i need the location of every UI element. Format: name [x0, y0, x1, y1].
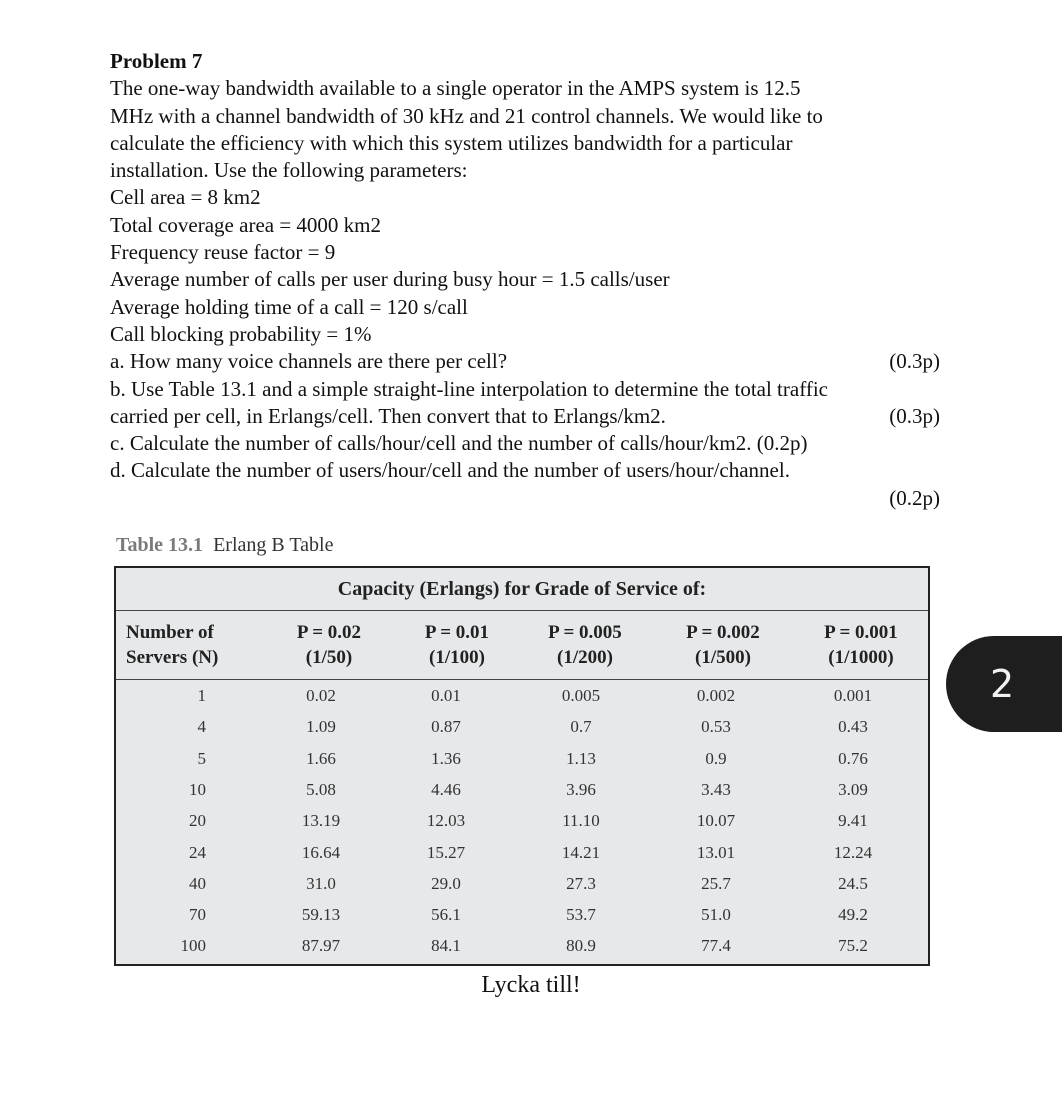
column-header-line1: Number of: [126, 622, 214, 643]
column-header-p0005: [525, 620, 645, 670]
question-a: [110, 348, 940, 375]
column-header-line1: P = 0.01: [424, 622, 490, 643]
intro-line: MHz with a channel bandwidth of 30 kHz and 21 control channels. We would like to: [110, 103, 823, 128]
capacity-cell: 24.5: [838, 873, 868, 893]
column-header-line2: Servers (N): [126, 647, 219, 668]
table-header-caption: Capacity (Erlangs) for Grade of Service of:: [116, 568, 928, 611]
capacity-cell: 4.46: [431, 779, 461, 799]
column-header-line1: P = 0.02: [296, 622, 362, 643]
servers-cell: 40: [189, 873, 206, 893]
capacity-cell: 0.001: [833, 686, 873, 705]
column-header-line2: (1/1000): [828, 647, 894, 668]
column-header-p001: [397, 620, 517, 670]
servers-cell: 1: [197, 686, 206, 705]
question-c: c. Calculate the number of calls/hour/cell and the number of calls/hour/km2. (0.2p): [110, 431, 808, 456]
capacity-cell: 10.07: [696, 811, 736, 831]
capacity-cell: 13.19: [301, 811, 341, 831]
question-a-text: a. How many voice channels are there per cell?: [110, 349, 508, 374]
table-caption: [116, 534, 333, 557]
capacity-cell: 29.0: [431, 873, 461, 893]
column-header-line1: P = 0.002: [686, 622, 760, 643]
capacity-cell: 0.02: [306, 686, 336, 705]
question-b-line1: b. Use Table 13.1 and a simple straight-line interpolation to determine the total traffic: [110, 376, 828, 401]
parameter-cell-area: Cell area = 8 km2: [110, 185, 261, 210]
capacity-cell: 1.09: [306, 717, 336, 737]
table-column-headers: [116, 611, 928, 680]
capacity-cell: 0.76: [838, 748, 868, 768]
capacity-cell: 9.41: [838, 811, 868, 831]
capacity-cell: 51.0: [701, 905, 731, 925]
column-header-line2: (1/50): [305, 647, 353, 668]
capacity-cell: 31.0: [306, 873, 336, 893]
closing-remark: Lycka till!: [481, 972, 581, 998]
capacity-cell: 0.01: [431, 686, 461, 705]
capacity-cell: 12.03: [426, 811, 466, 831]
capacity-cell: 0.9: [705, 748, 727, 768]
capacity-cell: 16.64: [301, 842, 341, 862]
capacity-cell: 5.08: [306, 779, 336, 799]
capacity-cell: 1.36: [431, 748, 461, 768]
intro-line: installation. Use the following parameters:: [110, 158, 468, 183]
capacity-cell: 13.01: [696, 842, 736, 862]
servers-cell: 20: [189, 811, 206, 831]
capacity-cell: 3.96: [566, 779, 596, 799]
servers-cell: 70: [189, 905, 206, 925]
capacity-cell: 49.2: [838, 905, 868, 925]
capacity-cell: 87.97: [301, 936, 341, 956]
capacity-cell: 25.7: [701, 873, 731, 893]
parameter-calls-per-user: Average number of calls per user during busy hour = 1.5 calls/user: [110, 267, 670, 292]
erlang-b-table: [114, 566, 930, 966]
column-header-line2: (1/500): [695, 647, 751, 668]
parameter-blocking-probability: Call blocking probability = 1%: [110, 321, 372, 346]
table-row: [116, 807, 928, 838]
servers-cell: 5: [197, 748, 206, 768]
capacity-cell: 3.43: [701, 779, 731, 799]
capacity-cell: 27.3: [566, 873, 596, 893]
capacity-cell: 77.4: [701, 936, 731, 956]
parameter-reuse-factor: Frequency reuse factor = 9: [110, 240, 336, 265]
table-row: [116, 839, 928, 870]
capacity-cell: 1.66: [306, 748, 336, 768]
servers-cell: 24: [189, 842, 206, 862]
question-a-points: (0.3p): [889, 349, 940, 374]
question-b-points: (0.3p): [889, 403, 940, 428]
intro-line: The one-way bandwidth available to a single operator in the AMPS system is 12.5: [110, 76, 801, 101]
capacity-cell: 84.1: [431, 936, 461, 956]
table-row: [116, 713, 928, 744]
capacity-cell: 11.10: [562, 811, 600, 831]
problem-text: [110, 48, 940, 512]
capacity-cell: 1.13: [566, 748, 596, 768]
table-row: [116, 682, 928, 713]
capacity-cell: 0.43: [838, 717, 868, 737]
table-row: [116, 932, 928, 963]
table-caption-title: Erlang B Table: [213, 534, 334, 556]
capacity-cell: 0.7: [570, 717, 592, 737]
question-d-points: (0.2p): [889, 485, 940, 510]
parameter-total-coverage: Total coverage area = 4000 km2: [110, 212, 382, 237]
capacity-cell: 80.9: [566, 936, 596, 956]
capacity-cell: 53.7: [566, 905, 596, 925]
capacity-cell: 0.005: [561, 686, 601, 705]
column-header-line2: (1/200): [557, 647, 613, 668]
capacity-cell: 75.2: [838, 936, 868, 956]
column-header-p0001: [801, 620, 921, 670]
problem-title: Problem 7: [110, 49, 203, 73]
column-header-line1: P = 0.001: [824, 622, 898, 643]
page-number-badge[interactable]: 2: [946, 636, 1062, 732]
capacity-cell: 0.87: [431, 717, 461, 737]
table-row: [116, 745, 928, 776]
table-body: [116, 680, 928, 960]
column-header-p002: [269, 620, 389, 670]
capacity-cell: 15.27: [426, 842, 466, 862]
question-d: d. Calculate the number of users/hour/cell and the number of users/hour/channel.: [110, 458, 790, 483]
column-header-servers: [126, 620, 218, 670]
capacity-cell: 56.1: [431, 905, 461, 925]
capacity-cell: 14.21: [561, 842, 601, 862]
servers-cell: 4: [197, 717, 206, 737]
capacity-cell: 0.53: [701, 717, 731, 737]
column-header-line1: P = 0.005: [548, 622, 622, 643]
parameter-holding-time: Average holding time of a call = 120 s/call: [110, 294, 468, 319]
table-row: [116, 901, 928, 932]
capacity-cell: 12.24: [833, 842, 873, 862]
capacity-cell: 0.002: [696, 686, 736, 705]
table-row: [116, 776, 928, 807]
servers-cell: 10: [189, 779, 206, 799]
column-header-p0002: [663, 620, 783, 670]
question-b-line2: [110, 403, 940, 430]
intro-line: calculate the efficiency with which this system utilizes bandwidth for a particular: [110, 130, 793, 155]
table-caption-label: Table 13.1: [116, 534, 204, 556]
table-row: [116, 870, 928, 901]
capacity-cell: 3.09: [838, 779, 868, 799]
capacity-cell: 59.13: [301, 905, 341, 925]
column-header-line2: (1/100): [429, 647, 485, 668]
servers-cell: 100: [180, 936, 206, 956]
question-b-text: carried per cell, in Erlangs/cell. Then convert that to Erlangs/km2.: [110, 403, 666, 428]
